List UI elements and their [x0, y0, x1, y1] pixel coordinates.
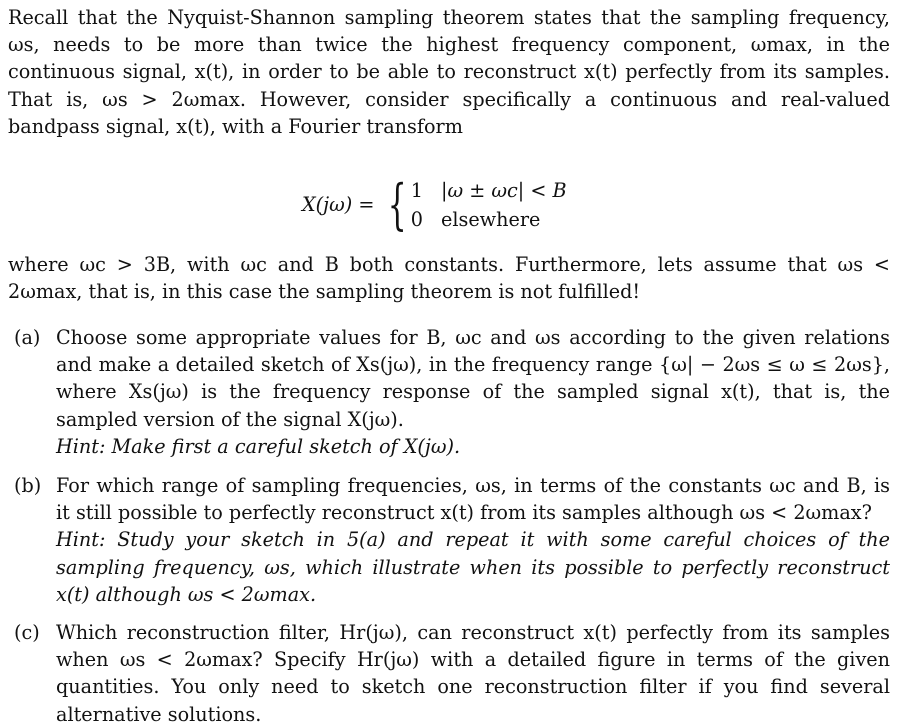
case-1-condition: |ω ± ωc| < B: [440, 179, 567, 202]
case-1-value: 1: [410, 179, 423, 202]
case-2-value: 0: [410, 208, 423, 231]
question-a-label: (a): [14, 326, 41, 349]
formula-case-2: [411, 205, 567, 234]
intro-paragraph: Recall that the Nyquist-Shannon sampling theorem states that the sampling frequency, ωs, needs to be more than twice the highest frequency component, ωmax, in the continuous signal, x(t), in order to be able to reconstruct x(t) perfectly from its samples. That is, ωs > 2ωmax. However, consider specifically a continuous and real-valued bandpass signal, x(t), with a Fourier transform: [8, 6, 890, 138]
question-c-label: (c): [14, 621, 40, 644]
question-b: [8, 472, 890, 608]
question-b-text: For which range of sampling frequencies, ωs, in terms of the constants ωc and B, is it still possible to perfectly reconstruct x(t) from its samples although ωs < 2ωmax?: [56, 474, 890, 525]
question-a-hint: Hint: Make first a careful sketch of X(jω).: [56, 434, 461, 458]
formula-lhs: X(jω) =: [302, 193, 375, 217]
case-2-condition: elsewhere: [440, 208, 541, 231]
formula-cases: [411, 176, 567, 234]
question-c-text: Which reconstruction filter, Hr(jω), can reconstruct x(t) perfectly from its samples when ωs < 2ωmax? Specify Hr(jω) with a detailed figure in terms of the given quantities. You only need to sketch one reconstruction filter if you find several alternative solutions.: [56, 621, 890, 726]
formula-brace: {: [388, 173, 408, 236]
document-body: [8, 4, 890, 140]
fourier-transform-formula: [302, 175, 567, 235]
question-a-text: Choose some appropriate values for B, ωc and ωs according to the given relations and make a detailed sketch of Xs(jω), in the frequency range {ω| − 2ωs ≤ ω ≤ 2ωs}, where Xs(jω) is the frequency response of the sampled signal x(t), that is, the sampled version of the signal X(jω).: [56, 326, 890, 431]
question-b-label: (b): [14, 474, 42, 497]
question-a: [8, 324, 890, 460]
question-c: [8, 619, 890, 728]
after-paragraph: where ωc > 3B, with ωc and B both constants. Furthermore, lets assume that ωs < 2ωmax, that is, in this case the sampling theorem is not fulfilled!: [8, 253, 890, 304]
formula-case-1: [411, 176, 567, 205]
question-b-hint: Hint: Study your sketch in 5(a) and repeat it with some careful choices of the sampling frequency, ωs, which illustrate when its possible to perfectly reconstruct x(t) although ωs < 2ωmax.: [56, 528, 890, 606]
